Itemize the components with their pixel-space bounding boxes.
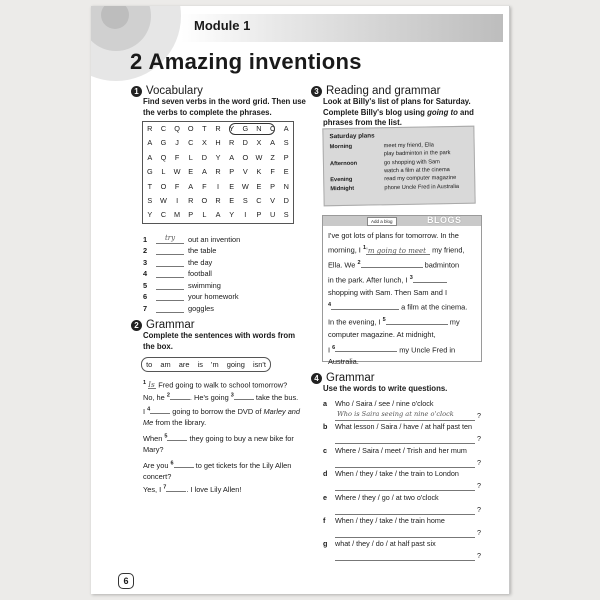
answer-blank[interactable] (335, 342, 397, 352)
sentence-3: When $^5$ they going to buy a new bike for Mary? (143, 431, 303, 455)
section-title: Vocabulary (146, 85, 203, 97)
word-box (141, 357, 271, 372)
grid-letter[interactable]: F (202, 181, 207, 191)
answer-blank[interactable] (156, 279, 184, 290)
grid-letter[interactable]: R (215, 195, 221, 205)
grid-letter[interactable]: O (160, 181, 167, 191)
answer-blank[interactable] (174, 458, 194, 468)
phrase-number: 1 (143, 234, 148, 244)
grid-letter[interactable]: Q (160, 152, 167, 162)
phrase-number: 5 (143, 280, 148, 290)
sentence-1: $^1$ Is Fred going to walk to school tomorrow? No, he $^2$ . He's going $^3$ take the bus. (143, 380, 299, 403)
grid-letter[interactable]: A (270, 138, 276, 148)
section-title: Grammar (146, 319, 195, 331)
phrase-text: out an invention (188, 234, 241, 244)
phrase-number: 4 (143, 269, 148, 278)
sentence-2: I $^4$ going to borrow the DVD of Marley and Me from the library. (143, 404, 303, 428)
answer-blank[interactable] (413, 273, 447, 283)
grid-row (143, 136, 293, 150)
grid-letter[interactable]: W (241, 181, 249, 191)
question-prompt: What lesson / Saira / have / at half past ten (335, 422, 473, 432)
grid-letter[interactable]: K (256, 167, 262, 177)
question-letter: d (323, 469, 328, 479)
grid-letter[interactable]: A (147, 152, 153, 162)
grid-letter[interactable]: R (147, 124, 153, 133)
grid-letter[interactable]: O (242, 152, 249, 162)
grid-letter[interactable]: P (283, 152, 289, 162)
grid-letter[interactable]: W (173, 167, 181, 177)
answer-blank[interactable]: 'm going to meet (366, 245, 430, 255)
grid-letter[interactable]: X (256, 138, 262, 148)
grid-letter[interactable]: M (174, 210, 181, 220)
phrase-number: 3 (143, 257, 148, 267)
sentence-4: Are you $^6$ to get tickets for the Lily Allen concert? Yes, I $^7$ . I love Lily Allen! (143, 458, 303, 495)
blogs-logo: BLOGS (427, 215, 462, 225)
question-prompt: Where / they / go / at two o'clock (335, 492, 439, 502)
example-answer: Who is Saira seeing at nine o'clock (337, 410, 454, 418)
grid-row (143, 151, 293, 165)
question-mark: ? (477, 411, 481, 420)
grid-letter[interactable]: A (147, 138, 153, 148)
phrase-item (143, 244, 240, 256)
phrase-item (143, 290, 240, 302)
grid-letter[interactable]: D (283, 195, 289, 205)
section-heading-grammar (131, 319, 195, 331)
answer-line[interactable] (335, 434, 475, 444)
phrase-number: 6 (143, 292, 148, 301)
section-title: Grammar (326, 372, 375, 384)
grid-letter[interactable]: Q (174, 124, 180, 133)
grid-letter[interactable]: R (215, 167, 221, 177)
question-letter: a (323, 399, 327, 408)
section-number: 3 (311, 86, 322, 97)
section-number: 2 (131, 320, 142, 331)
phrase-item (143, 255, 240, 267)
grid-letter[interactable]: E (256, 181, 262, 191)
grid-letter[interactable]: R (215, 124, 221, 133)
answer-line[interactable] (335, 505, 475, 515)
instruction-reading: Look at Billy's list of plans for Saturday. Complete Billy's blog using going to and phrases from the list. (323, 97, 474, 127)
question-letter: g (323, 539, 328, 549)
grid-letter[interactable]: A (283, 124, 289, 133)
instruction-vocabulary: Find seven verbs in the word grid. Then use the verbs to complete the phrases. (143, 97, 306, 117)
word-box-item: are (178, 360, 190, 369)
question-mark: ? (477, 504, 481, 514)
grid-letter[interactable]: E (229, 195, 235, 205)
phrase-list (143, 232, 240, 313)
plan-activity: meet my friend, Ella (383, 142, 434, 150)
grid-letter[interactable]: S (242, 195, 248, 205)
section-number: 1 (131, 86, 142, 97)
grid-letter[interactable]: G (242, 124, 249, 133)
plan-time: Midnight (330, 185, 355, 192)
grid-row (143, 194, 293, 208)
grid-letter[interactable]: S (283, 210, 289, 220)
plan-activity: watch a film at the cinema (384, 167, 450, 175)
grid-row (143, 165, 293, 179)
answer-blank[interactable] (156, 290, 184, 301)
grid-letter[interactable]: T (202, 124, 207, 133)
question-prompt: what / they / do / at half past six (335, 539, 436, 549)
answer-blank[interactable] (167, 431, 187, 441)
question-letter: f (323, 515, 326, 525)
question-prompt: Where / Saira / meet / Trish and her mum (335, 445, 467, 455)
grid-letter[interactable]: I (244, 210, 247, 220)
section-title: Reading and grammar (326, 85, 441, 97)
phrase-text: swimming (188, 280, 221, 290)
answer-blank[interactable] (156, 267, 184, 278)
grid-letter[interactable]: E (283, 167, 289, 177)
grid-letter[interactable]: R (229, 138, 235, 148)
question-prompt: When / they / take / the train to London (335, 469, 459, 479)
grid-letter[interactable]: C (160, 210, 167, 220)
grid-row (143, 208, 293, 222)
unit-title: Amazing inventions (148, 49, 362, 74)
page-number: 6 (118, 573, 134, 589)
answer-blank[interactable] (156, 302, 184, 313)
grid-letter[interactable]: D (201, 152, 208, 162)
grid-letter[interactable]: P (229, 167, 235, 177)
grid-letter[interactable]: C (160, 124, 167, 133)
grid-letter[interactable]: R (188, 195, 194, 205)
answer-blank[interactable]: try (156, 233, 184, 244)
workbook-page (91, 6, 510, 594)
question-mark: ? (477, 481, 481, 491)
module-label: Module 1 (194, 18, 251, 33)
plan-activity: phone Uncle Fred in Australia (384, 183, 460, 191)
question-letter: b (323, 422, 328, 432)
answer-blank[interactable] (156, 244, 184, 255)
phrase-text: your homework (188, 292, 239, 301)
grid-letter[interactable]: F (174, 152, 180, 162)
plan-activity: read my computer magazine (384, 175, 457, 183)
page-title (130, 49, 362, 75)
answer-blank[interactable]: Is (148, 380, 155, 390)
question-mark: ? (477, 434, 481, 444)
grid-letter[interactable]: A (215, 210, 221, 220)
grid-letter[interactable]: S (283, 138, 289, 148)
grid-letter[interactable]: T (147, 181, 153, 191)
grid-letter[interactable]: A (188, 181, 194, 191)
grid-letter[interactable]: L (202, 210, 207, 220)
word-box-item: going (226, 360, 245, 369)
grid-letter[interactable]: N (256, 124, 262, 133)
example-circle-try (229, 123, 275, 135)
answer-blank[interactable] (156, 256, 184, 267)
grid-letter[interactable]: U (269, 210, 276, 220)
grid-letter[interactable]: P (188, 210, 194, 220)
answer-line[interactable] (335, 458, 475, 468)
answer-blank[interactable] (361, 258, 423, 268)
phrase-number: 7 (143, 303, 148, 313)
instruction-grammar: Complete the sentences with words from the box. (143, 331, 296, 351)
grid-letter[interactable]: F (270, 167, 275, 177)
grid-letter[interactable]: G (146, 167, 153, 177)
grid-letter[interactable]: W (160, 195, 167, 205)
answer-blank[interactable] (386, 315, 448, 325)
instruction-questions: Use the words to write questions. (323, 384, 448, 393)
grid-letter[interactable]: E (188, 167, 194, 177)
answer-blank[interactable] (150, 404, 170, 414)
question-letter: c (323, 445, 327, 455)
grid-letter[interactable]: L (188, 152, 193, 162)
word-box-item: is (197, 360, 203, 369)
phrase-item (143, 267, 240, 279)
grid-letter[interactable]: L (161, 167, 166, 177)
plan-time: Evening (330, 177, 353, 184)
grid-letter[interactable]: D (242, 138, 248, 148)
phrase-item (143, 301, 240, 313)
grid-letter[interactable]: C (256, 195, 262, 205)
word-box-item: isn't (252, 360, 266, 369)
word-grid (142, 121, 294, 224)
grid-row (143, 180, 293, 194)
question-mark: ? (477, 457, 481, 467)
grid-letter[interactable]: I (217, 181, 220, 191)
question-letter: e (323, 492, 327, 502)
phrase-item (143, 278, 240, 290)
grid-letter[interactable]: Z (270, 152, 275, 162)
answer-line[interactable] (335, 551, 475, 561)
saturday-plans-note (322, 126, 475, 207)
grid-letter[interactable]: Y (229, 210, 235, 220)
section-heading-vocabulary (131, 85, 203, 97)
grid-letter[interactable]: V (270, 195, 276, 205)
unit-number: 2 (130, 49, 143, 74)
grid-letter[interactable]: Y (147, 210, 153, 220)
question-mark: ? (477, 527, 481, 537)
phrase-item (143, 232, 240, 244)
grid-letter[interactable]: O (187, 124, 194, 133)
grid-letter[interactable]: Y (215, 152, 221, 162)
blog-panel (322, 215, 482, 367)
plan-activity: go shopping with Sam (383, 158, 440, 166)
grid-letter[interactable]: N (283, 181, 289, 191)
grid-letter[interactable]: E (229, 181, 235, 191)
question-prompt: Who / Saira / see / nine o'clock (335, 399, 434, 408)
word-box-item: am (160, 360, 171, 369)
grid-letter[interactable]: Y (229, 124, 235, 133)
grid-letter[interactable]: F (174, 181, 180, 191)
grid-letter[interactable]: C (269, 124, 276, 133)
question-prompt: When / they / take / the train home (335, 515, 445, 525)
plan-activity: play badminton in the park (383, 150, 451, 158)
phrase-text: goggles (188, 303, 214, 313)
answer-line[interactable] (335, 528, 475, 538)
section-heading-reading (311, 85, 440, 97)
grid-letter[interactable]: S (147, 195, 153, 205)
grid-letter[interactable]: A (229, 152, 235, 162)
phrase-number: 2 (143, 246, 148, 255)
question-mark: ? (477, 551, 481, 561)
plan-time: Morning (329, 143, 353, 151)
grid-letter[interactable]: J (175, 138, 179, 148)
section-number: 4 (311, 373, 322, 384)
grid-letter[interactable]: O (201, 195, 208, 205)
section-heading-grammar-questions (311, 372, 375, 384)
plans-title: Saturday plans (329, 132, 375, 141)
add-blog-button[interactable]: Add a blog (367, 217, 397, 226)
word-box-item: to (146, 360, 153, 369)
grid-letter[interactable]: X (201, 138, 207, 148)
answer-blank[interactable] (170, 390, 190, 400)
grid-letter[interactable]: C (188, 138, 194, 148)
answer-blank[interactable] (166, 482, 186, 492)
grid-letter[interactable]: P (256, 210, 262, 220)
phrase-text: the table (188, 246, 217, 255)
grid-letter[interactable]: P (270, 181, 276, 191)
plan-time: Afternoon (329, 160, 358, 167)
blog-text: I've got lots of plans for tomorrow. In the morning, I $^1$'m going to meet my friend, Ella. We $^2$ badminton in the park. After lunch, I $^3$ shopping with Sam. Then Sam and I $^4$ a film at the cinema. In the evening, I $^5$ my computer magazine. At midnight, I $^6$ my Uncle Fred in Australia. (328, 231, 468, 367)
grid-letter[interactable]: A (201, 167, 207, 177)
answer-line[interactable] (335, 481, 475, 491)
grid-letter[interactable]: V (242, 167, 248, 177)
answer-blank[interactable] (234, 390, 254, 400)
grid-letter[interactable]: W (255, 152, 263, 162)
grid-letter[interactable]: G (160, 138, 167, 148)
phrase-text: the day (188, 257, 213, 267)
answer-blank[interactable] (331, 300, 399, 310)
grid-letter[interactable]: I (176, 195, 179, 205)
grid-letter[interactable]: H (215, 138, 221, 148)
phrase-text: football (188, 269, 212, 278)
word-box-item: 'm (211, 360, 219, 369)
